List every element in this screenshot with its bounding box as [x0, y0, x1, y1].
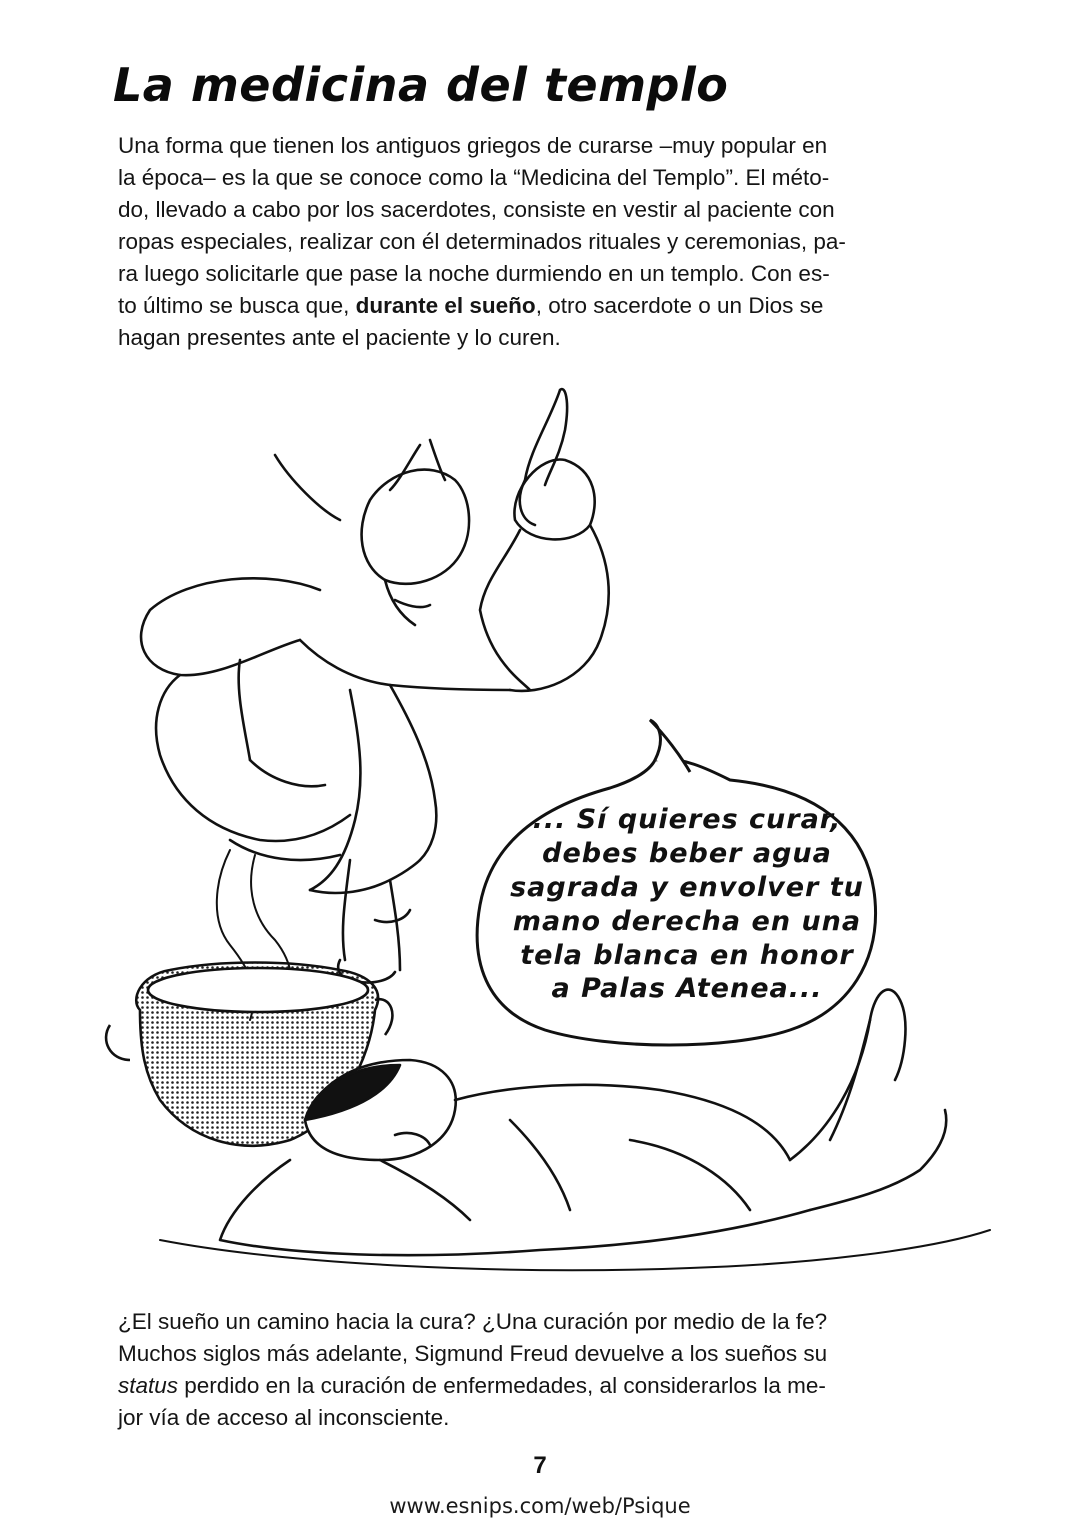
speech-bubble	[477, 720, 875, 1045]
bubble-line: mano derecha en una	[512, 906, 862, 937]
intro-paragraph	[118, 130, 978, 354]
outro-text: perdido en la curación de enfermedades, al considerarlos la me-	[178, 1373, 826, 1398]
intro-text: , otro sacerdote o un Dios se	[535, 293, 824, 318]
bubble-line: a Palas Atenea...	[551, 973, 823, 1004]
bubble-line: ... Sí quieres curar,	[532, 804, 842, 835]
page-number: 7	[533, 1452, 547, 1479]
outro-line: jor vía de acceso al inconsciente.	[118, 1405, 450, 1430]
bubble-line: tela blanca en honor	[520, 940, 854, 971]
intro-line: Una forma que tienen los antiguos griegos de curarse –muy popular en	[118, 133, 828, 158]
outro-line: ¿El sueño un camino hacia la cura? ¿Una curación por medio de la fe?	[118, 1309, 828, 1334]
italic-emphasis: status	[118, 1373, 179, 1398]
bold-emphasis: durante el sueño	[355, 293, 536, 318]
bubble-line: sagrada y envolver tu	[510, 872, 864, 903]
intro-line: do, llevado a cabo por los sacerdotes, consiste en vestir al paciente con	[118, 197, 835, 222]
intro-text: to último se busca que,	[118, 293, 356, 318]
priest-and-sleeping-patient-illustration	[90, 360, 1010, 1295]
intro-line: ropas especiales, realizar con él determinados rituales y ceremonias, pa-	[118, 229, 846, 254]
intro-line: ra luego solicitarle que pase la noche durmiendo en un templo. Con es-	[118, 261, 830, 286]
page-title: La medicina del templo	[113, 58, 729, 112]
intro-line	[118, 290, 978, 322]
outro-line: Muchos siglos más adelante, Sigmund Freud devuelve a los sueños su	[118, 1341, 828, 1366]
intro-line: hagan presentes ante el paciente y lo curen.	[118, 325, 561, 350]
footer-url: www.esnips.com/web/Psique	[389, 1494, 691, 1518]
closing-paragraph	[118, 1306, 978, 1434]
intro-line: la época– es la que se conoce como la “Medicina del Templo”. El méto-	[118, 165, 830, 190]
bubble-line: debes beber agua	[542, 838, 832, 869]
outro-line	[118, 1370, 978, 1402]
